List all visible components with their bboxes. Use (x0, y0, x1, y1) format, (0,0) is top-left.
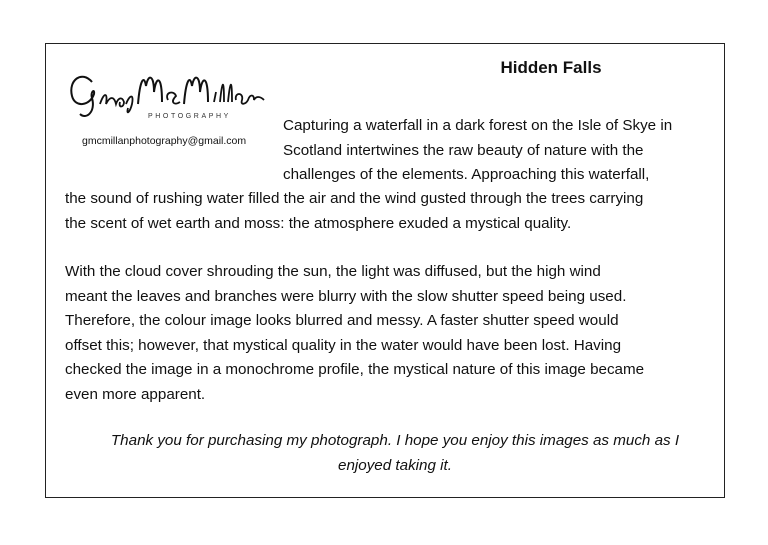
info-card (45, 43, 725, 498)
paragraph-technical (65, 260, 725, 407)
text-line: Thank you for purchasing my photograph. I hope you enjoy this images as much as I (110, 432, 680, 449)
paragraph-intro-wrapped (283, 114, 723, 188)
text-line: the sound of rushing water filled the air and the wind gusted through the trees carrying (65, 190, 644, 207)
thank-you-note (65, 429, 725, 478)
text-line: With the cloud cover shrouding the sun, the light was diffused, but the high wind (65, 263, 601, 280)
text-line: Capturing a waterfall in a dark forest on the Isle of Skye in (283, 117, 673, 134)
text-line: the scent of wet earth and moss: the atmosphere exuded a mystical quality. (65, 214, 572, 232)
text-line: meant the leaves and branches were blurry with the slow shutter speed being used. (65, 287, 627, 305)
photographer-logo (58, 62, 273, 152)
page-title: Hidden Falls (500, 58, 602, 77)
paragraph-intro-full (65, 187, 725, 236)
contact-email: gmcmillanphotography@gmail.com (82, 135, 247, 147)
text-line: checked the image in a monochrome profile, the mystical nature of this image became (65, 361, 645, 378)
text-line: even more apparent. (65, 385, 206, 403)
text-line: challenges of the elements. Approaching this waterfall, (283, 166, 650, 183)
text-line: Therefore, the colour image looks blurred and messy. A faster shutter speed would (65, 312, 619, 329)
brand-subtitle: PHOTOGRAPHY (148, 113, 231, 120)
text-line: Scotland intertwines the raw beauty of nature with the (283, 141, 644, 159)
text-line: offset this; however, that mystical quality in the water would have been lost. Having (65, 336, 622, 354)
text-line: enjoyed taking it. (338, 456, 452, 474)
